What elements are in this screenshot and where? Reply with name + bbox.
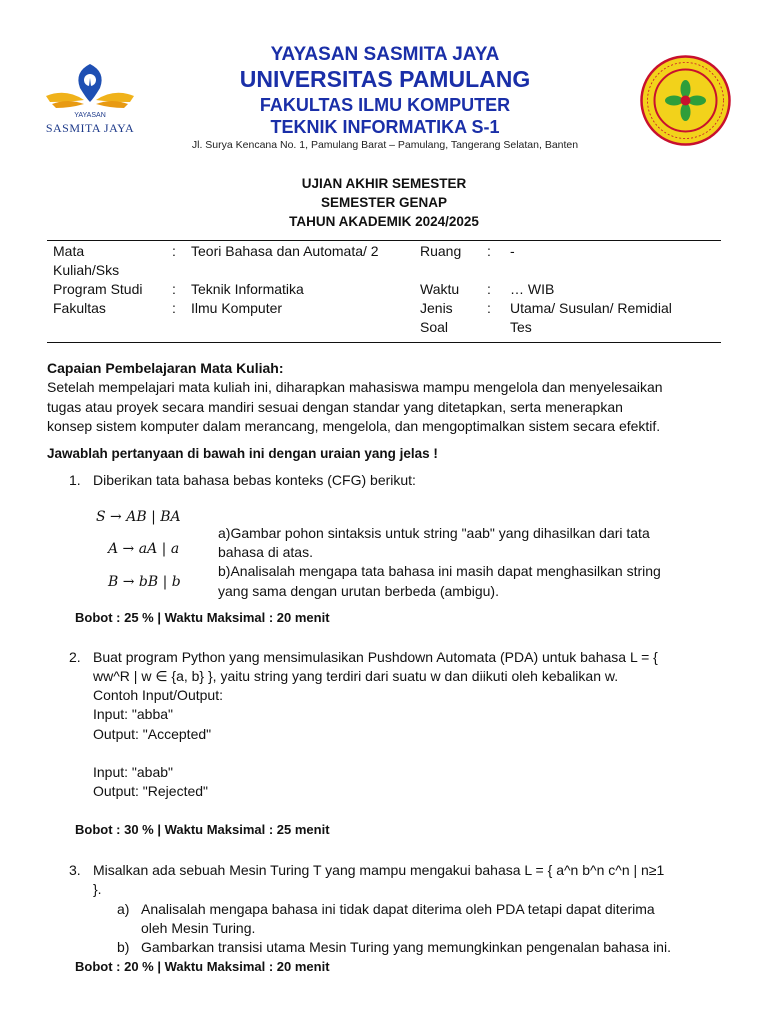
colon: : bbox=[172, 300, 176, 316]
grammar-rule-s: S → AB | BA bbox=[96, 509, 181, 525]
question-3-number: 3. bbox=[69, 862, 81, 878]
program-name: TEKNIK INFORMATIKA S-1 bbox=[270, 117, 500, 137]
question-2-input-1: Input: "abba" bbox=[93, 706, 174, 722]
time-value: … WIB bbox=[510, 281, 555, 297]
question-1a-text: a)Gambar pohon sintaksis untuk string "aab" yang dihasilkan dari tata bbox=[218, 525, 650, 541]
university-seal-icon bbox=[640, 55, 731, 146]
question-3b-text: Gambarkan transisi utama Mesin Turing yang memungkinkan pengenalan bahasa ini. bbox=[141, 939, 671, 955]
info-bottom-rule bbox=[47, 342, 721, 343]
study-program-value: Teknik Informatika bbox=[191, 281, 304, 297]
exam-academic-year: TAHUN AKADEMIK 2024/2025 bbox=[289, 214, 479, 229]
colon: : bbox=[487, 281, 491, 297]
question-3-text: Misalkan ada sebuah Mesin Turing T yang mampu mengakui bahasa L = { a^n b^n c^n | n≥1 bbox=[93, 862, 665, 878]
question-1a-text-cont: bahasa di atas. bbox=[218, 544, 313, 560]
yayasan-logo-caption: SASMITA JAYA bbox=[45, 121, 135, 135]
cpmk-text-line: Setelah mempelajari mata kuliah ini, diharapkan mahasiswa mampu mengelola dan menyelesaikan bbox=[47, 379, 663, 395]
exam-type-label-cont: Soal bbox=[420, 319, 449, 335]
question-3a-text: Analisalah mengapa bahasa ini tidak dapat diterima oleh PDA tetapi dapat diterima bbox=[141, 901, 655, 917]
faculty-name: FAKULTAS ILMU KOMPUTER bbox=[259, 95, 511, 115]
grammar-rule-a: A → aA | a bbox=[108, 541, 180, 557]
question-1b-text: b)Analisalah mengapa tata bahasa ini masih dapat menghasilkan string bbox=[218, 563, 661, 579]
faculty-value: Ilmu Komputer bbox=[191, 300, 283, 316]
question-1-weight: Bobot : 25 % | Waktu Maksimal : 20 menit bbox=[75, 610, 330, 625]
question-3-weight: Bobot : 20 % | Waktu Maksimal : 20 menit bbox=[75, 959, 330, 974]
colon: : bbox=[487, 243, 491, 259]
course-value: Teori Bahasa dan Automata/ 2 bbox=[191, 243, 379, 259]
colon: : bbox=[172, 243, 176, 259]
question-1b-text-cont: yang sama dengan urutan berbeda (ambigu). bbox=[218, 583, 499, 599]
question-2-input-2: Input: "abab" bbox=[93, 764, 174, 780]
room-value: - bbox=[510, 243, 515, 259]
instruction: Jawablah pertanyaan di bawah ini dengan uraian yang jelas ! bbox=[47, 446, 438, 461]
cpmk-heading: Capaian Pembelajaran Mata Kuliah: bbox=[47, 360, 284, 376]
course-label-cont: Kuliah/Sks bbox=[53, 262, 120, 278]
faculty-label: Fakultas bbox=[53, 300, 106, 316]
yayasan-logo-caption-small: YAYASAN bbox=[74, 112, 106, 119]
question-1-text: Diberikan tata bahasa bebas konteks (CFG) berikut: bbox=[93, 472, 416, 488]
colon: : bbox=[172, 281, 176, 297]
colon: : bbox=[487, 300, 491, 316]
course-label: Mata bbox=[53, 243, 85, 259]
info-top-rule bbox=[47, 240, 721, 241]
exam-title: UJIAN AKHIR SEMESTER bbox=[301, 176, 467, 191]
question-2-text-cont: ww^R | w ∈ {a, b} }, yaitu string yang terdiri dari suatu w dan diikuti oleh kebalikan w. bbox=[93, 668, 619, 684]
question-2-output-1: Output: "Accepted" bbox=[93, 726, 212, 742]
exam-type-value-cont: Tes bbox=[510, 319, 532, 335]
foundation-name: YAYASAN SASMITA JAYA bbox=[270, 44, 500, 65]
time-label: Waktu bbox=[420, 281, 460, 297]
grammar-rule-b: B → bB | b bbox=[108, 574, 181, 590]
exam-type-label: Jenis bbox=[420, 300, 453, 316]
room-label: Ruang bbox=[420, 243, 462, 259]
question-1-number: 1. bbox=[69, 472, 81, 488]
cpmk-text-line: konsep sistem komputer dalam merancang, mengelola, dan mengoptimalkan sistem secara efektif. bbox=[47, 418, 661, 434]
question-2-example-heading: Contoh Input/Output: bbox=[93, 687, 223, 703]
yayasan-logo bbox=[36, 58, 144, 140]
question-2-weight: Bobot : 30 % | Waktu Maksimal : 25 menit bbox=[75, 822, 330, 837]
question-3b-label: b) bbox=[117, 939, 130, 955]
question-3-text-cont: }. bbox=[93, 881, 102, 897]
cpmk-text-line: tugas atau proyek secara mandiri sesuai dengan standar yang ditetapkan, serta menerapkan bbox=[47, 399, 623, 415]
exam-type-value: Utama/ Susulan/ Remidial bbox=[510, 300, 672, 316]
university-seal bbox=[640, 55, 731, 146]
exam-semester: SEMESTER GENAP bbox=[320, 195, 448, 210]
question-2-output-2: Output: "Rejected" bbox=[93, 783, 209, 799]
university-address: Jl. Surya Kencana No. 1, Pamulang Barat – Pamulang, Tangerang Selatan, Banten bbox=[191, 139, 579, 151]
question-3a-text-cont: oleh Mesin Turing. bbox=[141, 920, 256, 936]
question-2-text: Buat program Python yang mensimulasikan Pushdown Automata (PDA) untuk bahasa L = { bbox=[93, 649, 658, 665]
question-3a-label: a) bbox=[117, 901, 130, 917]
university-name: UNIVERSITAS PAMULANG bbox=[239, 66, 531, 92]
study-program-label: Program Studi bbox=[53, 281, 143, 297]
question-2-number: 2. bbox=[69, 649, 81, 665]
